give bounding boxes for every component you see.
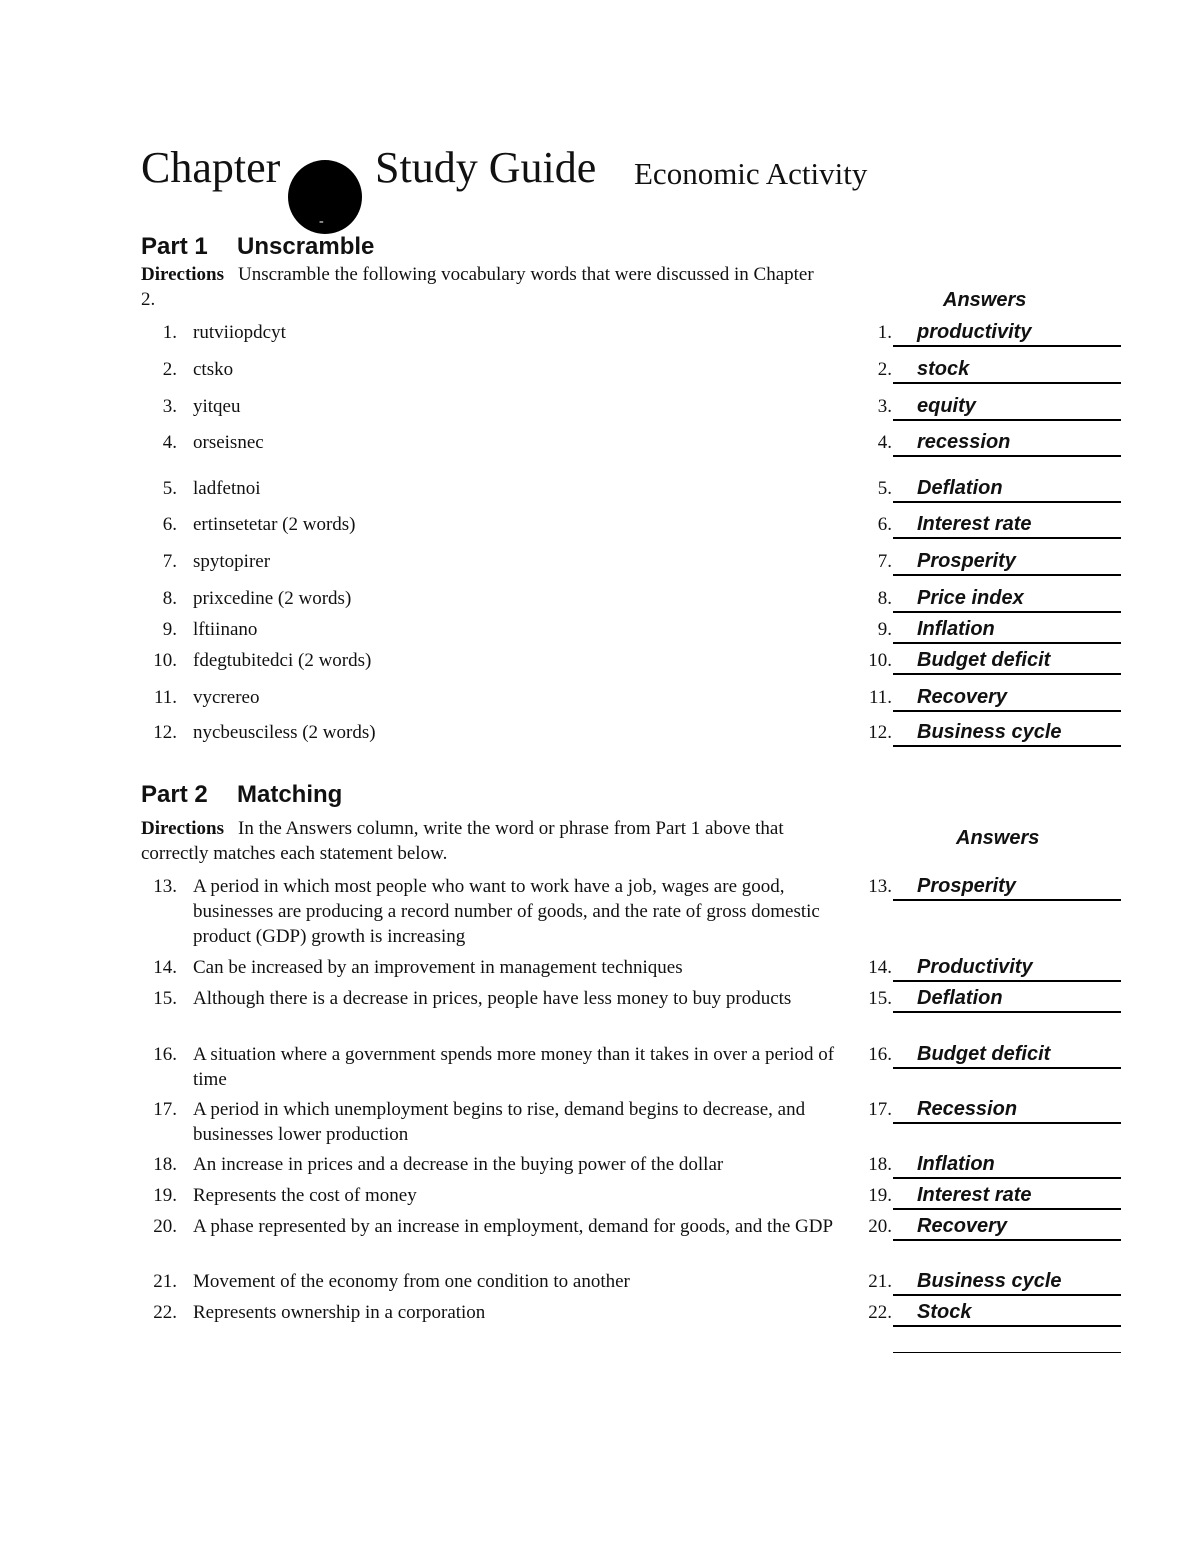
statement-text: A situation where a government spends more money than it takes in over a period of time [193, 1044, 835, 1090]
answer-text: Price index [917, 587, 1024, 609]
answer-text: Inflation [917, 1153, 995, 1175]
question-number: 22. [153, 1302, 177, 1323]
answer-text: Inflation [917, 618, 995, 640]
answer-text: Recovery [917, 1215, 1008, 1237]
part2-title: Matching [237, 781, 343, 808]
question-number: 1. [162, 322, 177, 343]
answer-number: 20. [868, 1216, 892, 1237]
question-number: 9. [162, 619, 177, 640]
answer-text: Stock [917, 1301, 972, 1323]
answer-text: Prosperity [917, 875, 1016, 897]
scrambled-word: prixcedine (2 words) [193, 588, 352, 609]
answer-text: Budget deficit [917, 1043, 1051, 1065]
question-number: 4. [162, 432, 177, 453]
question-number: 18. [153, 1154, 177, 1175]
part1-title: Unscramble [237, 233, 375, 260]
answer-number: 15. [868, 988, 892, 1009]
question-number: 16. [153, 1044, 177, 1065]
question-number: 17. [153, 1099, 177, 1120]
scrambled-word: ertinsetetar (2 words) [193, 514, 356, 535]
part2-number: Part 2 [141, 781, 208, 808]
title-row [141, 142, 1041, 229]
scrambled-word: nycbeusciless (2 words) [193, 722, 376, 743]
answer-number: 11. [868, 687, 892, 708]
question-number: 8. [162, 588, 177, 609]
answer-text: Deflation [917, 477, 1003, 499]
scrambled-word: lftiinano [193, 619, 258, 640]
part1-heading [141, 233, 374, 261]
answer-number: 8. [877, 588, 892, 609]
scrambled-word: orseisnec [193, 432, 264, 453]
question-number: 19. [153, 1185, 177, 1206]
question-number: 21. [153, 1271, 177, 1292]
answer-text: Business cycle [917, 1270, 1062, 1292]
part1-directions-label: Directions [141, 264, 225, 285]
answer-text: stock [917, 358, 970, 380]
question-number: 6. [162, 514, 177, 535]
answer-text: Interest rate [917, 513, 1032, 535]
answer-number: 9. [877, 619, 892, 640]
answer-number: 12. [868, 722, 892, 743]
answer-number: 16. [868, 1044, 892, 1065]
scrambled-word: vycrereo [193, 687, 260, 708]
chapter-subtitle: Economic Activity [634, 156, 868, 191]
statement-text: Represents the cost of money [193, 1185, 417, 1206]
chapter-number-mark: - [319, 214, 324, 229]
answer-number: 4. [877, 432, 892, 453]
part1-directions [141, 262, 821, 312]
answer-number: 19. [868, 1185, 892, 1206]
answer-text: Recovery [917, 686, 1008, 708]
answer-number: 1. [877, 322, 892, 343]
scrambled-word: ladfetnoi [193, 478, 261, 499]
scrambled-word: spytopirer [193, 551, 271, 572]
answer-number: 2. [877, 359, 892, 380]
answer-number: 17. [868, 1099, 892, 1120]
answer-text: Productivity [917, 956, 1033, 978]
question-number: 12. [153, 722, 177, 743]
statement-text: A period in which unemployment begins to rise, demand begins to decrease, and businesses lower production [193, 1099, 806, 1145]
part1-answers-heading: Answers [943, 289, 1027, 311]
question-number: 2. [162, 359, 177, 380]
part2-directions-text: In the Answers column, write the word or phrase from Part 1 above that correctly matches each statement below. [141, 818, 784, 864]
statement-text: A period in which most people who want to work have a job, wages are good, businesses are producing a record number of goods, and the rate of gross domestic product (GDP) growth is increasing [193, 876, 820, 947]
statement-text: Although there is a decrease in prices, people have less money to buy products [193, 988, 792, 1009]
scrambled-word: rutviiopdcyt [193, 322, 286, 343]
answer-text: Business cycle [917, 721, 1062, 743]
answer-text: Prosperity [917, 550, 1016, 572]
answer-text: Interest rate [917, 1184, 1032, 1206]
study-guide-title: Study Guide [375, 143, 597, 192]
question-number: 5. [162, 478, 177, 499]
answer-number: 13. [868, 876, 892, 897]
answer-text: Deflation [917, 987, 1003, 1009]
answer-number: 7. [877, 551, 892, 572]
answer-text: productivity [917, 321, 1032, 343]
answer-number: 21. [868, 1271, 892, 1292]
answer-text: Recession [917, 1098, 1018, 1120]
statement-text: An increase in prices and a decrease in the buying power of the dollar [193, 1154, 724, 1175]
question-number: 14. [153, 957, 177, 978]
answer-text: recession [917, 431, 1011, 453]
blank-answer-line [893, 1352, 1121, 1353]
part2-heading [141, 781, 342, 809]
question-number: 15. [153, 988, 177, 1009]
answer-number: 14. [868, 957, 892, 978]
answer-number: 18. [868, 1154, 892, 1175]
part1-number: Part 1 [141, 233, 208, 260]
answer-number: 5. [877, 478, 892, 499]
answer-number: 10. [868, 650, 892, 671]
answer-text: Budget deficit [917, 649, 1051, 671]
scrambled-word: ctsko [193, 359, 234, 380]
statement-text: A phase represented by an increase in employment, demand for goods, and the GDP [193, 1216, 834, 1237]
question-number: 10. [153, 650, 177, 671]
answer-number: 6. [877, 514, 892, 535]
scrambled-word: fdegtubitedci (2 words) [193, 650, 372, 671]
statement-text: Can be increased by an improvement in management techniques [193, 957, 683, 978]
chapter-word: Chapter [141, 143, 281, 192]
answer-text: equity [917, 395, 976, 417]
question-number: 11. [153, 687, 177, 708]
scrambled-word: yitqeu [193, 396, 241, 417]
question-number: 20. [153, 1216, 177, 1237]
statement-text: Represents ownership in a corporation [193, 1302, 486, 1323]
question-number: 7. [162, 551, 177, 572]
part2-directions-label: Directions [141, 818, 225, 839]
part2-directions [141, 816, 841, 866]
answer-number: 22. [868, 1302, 892, 1323]
part1-directions-text: Unscramble the following vocabulary words that were discussed in Chapter 2. [141, 264, 814, 310]
question-number: 13. [153, 876, 177, 897]
question-number: 3. [162, 396, 177, 417]
chapter-number-circle [288, 160, 362, 234]
statement-text: Movement of the economy from one condition to another [193, 1271, 630, 1292]
answer-number: 3. [877, 396, 892, 417]
part2-answers-heading: Answers [956, 827, 1040, 849]
